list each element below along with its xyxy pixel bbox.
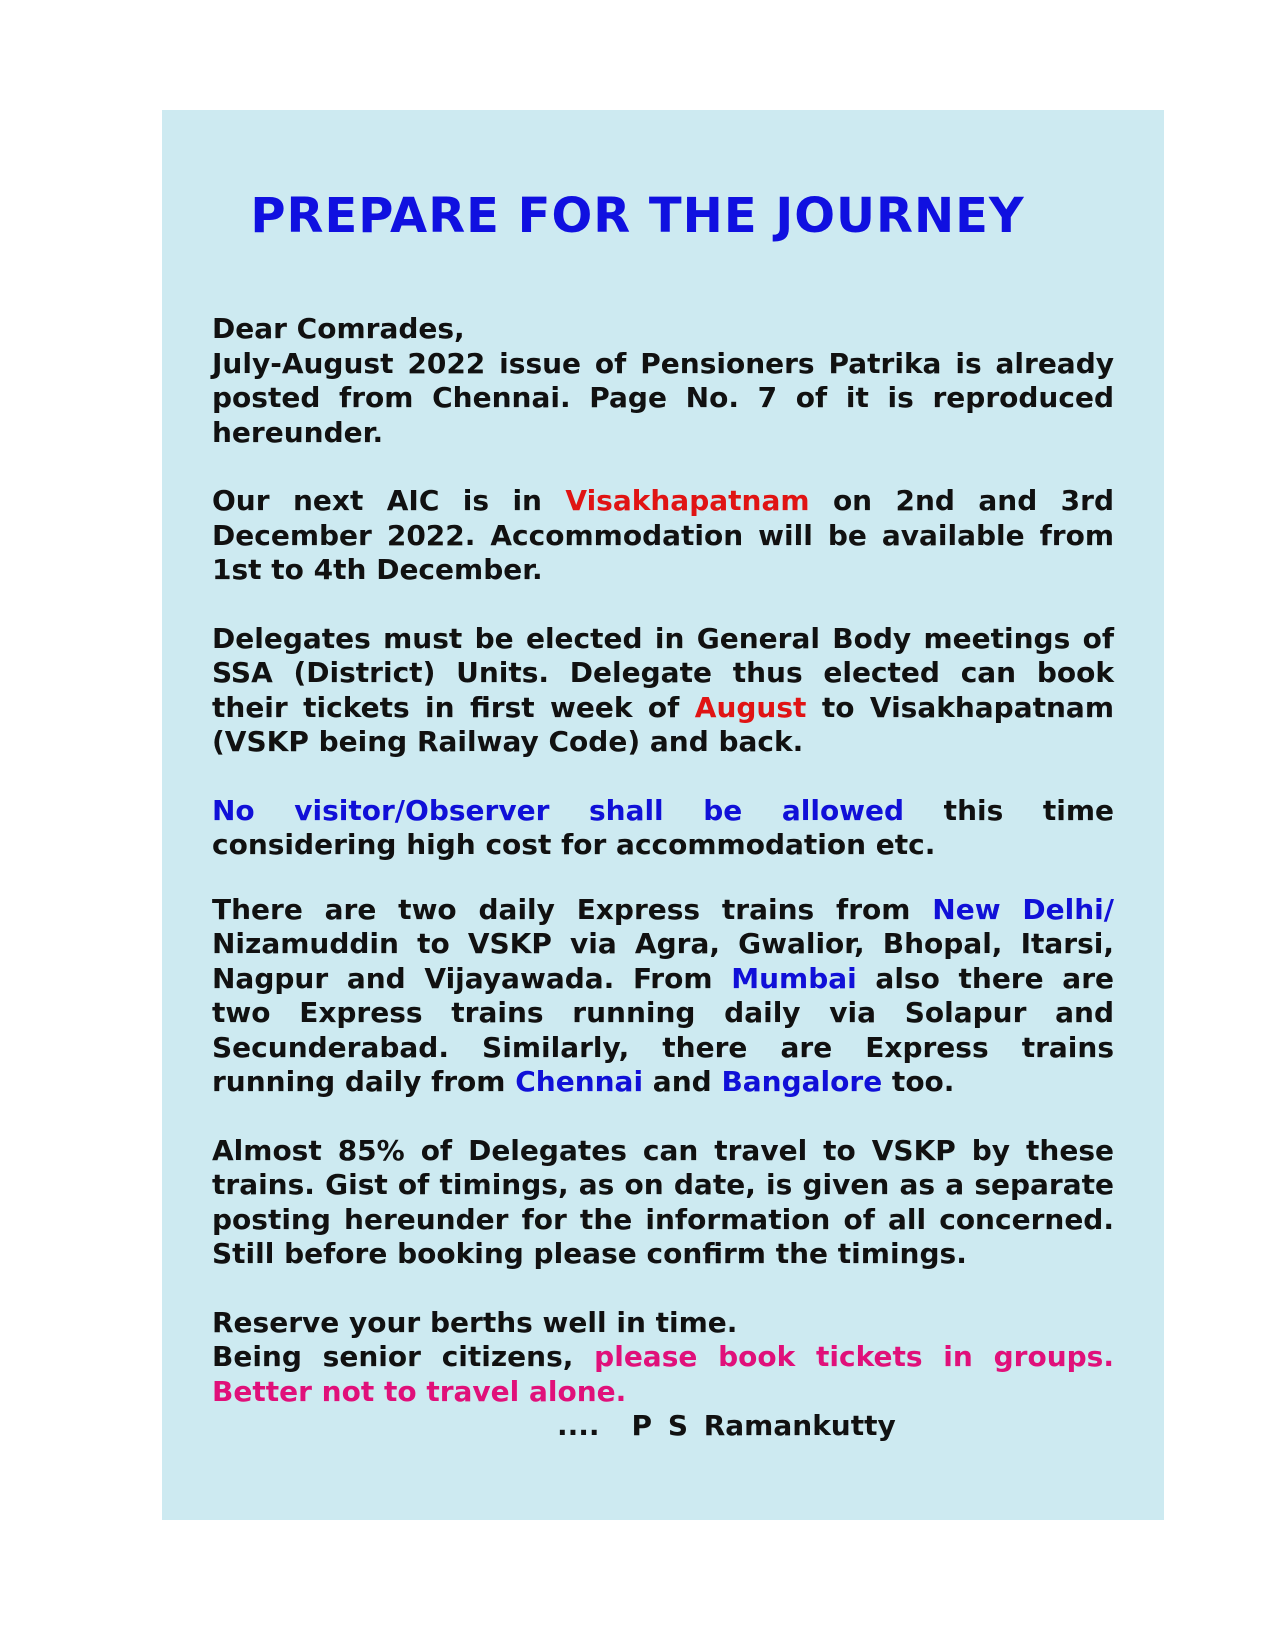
paragraph-closing <box>212 1306 1114 1444</box>
closing-text: Being senior citizens, <box>212 1340 595 1373</box>
trains-text-b: Nizamuddin to VSKP via Agra, Gwalior, Bhopal, Itarsi, Nagpur and Vijayawada. From <box>212 927 1114 995</box>
paragraph-visitors <box>212 794 1114 863</box>
aic-text-start: Our next AIC is in <box>212 484 566 517</box>
timings-text: Almost 85% of Delegates can travel to VSKP by these trains. Gist of timings, as on date, is given as a separate posting hereunder for the information of all concerned. Still before booking please confirm the timings. <box>212 1133 1114 1270</box>
aic-city: Visakhapatnam <box>565 484 810 517</box>
paragraph-delegates <box>212 622 1114 760</box>
signature-dots: .... <box>557 1409 600 1442</box>
trains-city-mumbai: Mumbai <box>731 961 857 995</box>
page-title: PREPARE FOR THE JOURNEY <box>250 188 1025 244</box>
paragraph-timings <box>212 1134 1114 1272</box>
letter-body <box>212 312 1114 1444</box>
delegates-text-start: Delegates must be elected in General Body meetings of SSA (District) Units. Delegate thus elected can book their tickets in first week of <box>212 621 1114 724</box>
paragraph-aic <box>212 484 1114 588</box>
trains-text-d: and <box>643 1065 722 1098</box>
trains-city-delhi: New Delhi/ <box>932 892 1114 926</box>
visitors-text: this time considering high cost for accommodation etc. <box>212 793 1114 861</box>
signature <box>212 1409 1114 1444</box>
delegates-month: August <box>694 690 807 724</box>
aic-text-end: on 2nd and 3rd December 2022. Accommodation will be available from 1st to 4th December. <box>212 484 1115 586</box>
visitors-highlight: No visitor/Observer shall be allowed <box>212 793 905 827</box>
paragraph-trains <box>212 893 1114 1100</box>
trains-city-bangalore: Bangalore <box>721 1065 883 1098</box>
intro-text: July-August 2022 issue of Pensioners Patrika is already posted from Chennai. Page No. 7 of it is reproduced hereunder. <box>212 346 1114 449</box>
trains-city-chennai: Chennai <box>515 1065 644 1098</box>
trains-text-a: There are two daily Express trains from <box>212 892 933 926</box>
closing-highlight: please book tickets in groups. Better not to travel alone. <box>212 1340 1114 1408</box>
closing-line: Reserve your berths well in time. <box>212 1305 738 1339</box>
salutation: Dear Comrades, <box>212 312 465 345</box>
signature-name: P S Ramankutty <box>631 1409 896 1442</box>
paragraph-intro <box>212 312 1114 450</box>
delegates-text-end: to Visakhapatnam (VSKP being Railway Code) and back. <box>212 690 1114 758</box>
trains-text-c: also there are two Express trains running daily via Solapur and Secunderabad. Similarly, there are Express trains running daily from <box>212 961 1114 1098</box>
trains-text-e: too. <box>882 1065 955 1098</box>
